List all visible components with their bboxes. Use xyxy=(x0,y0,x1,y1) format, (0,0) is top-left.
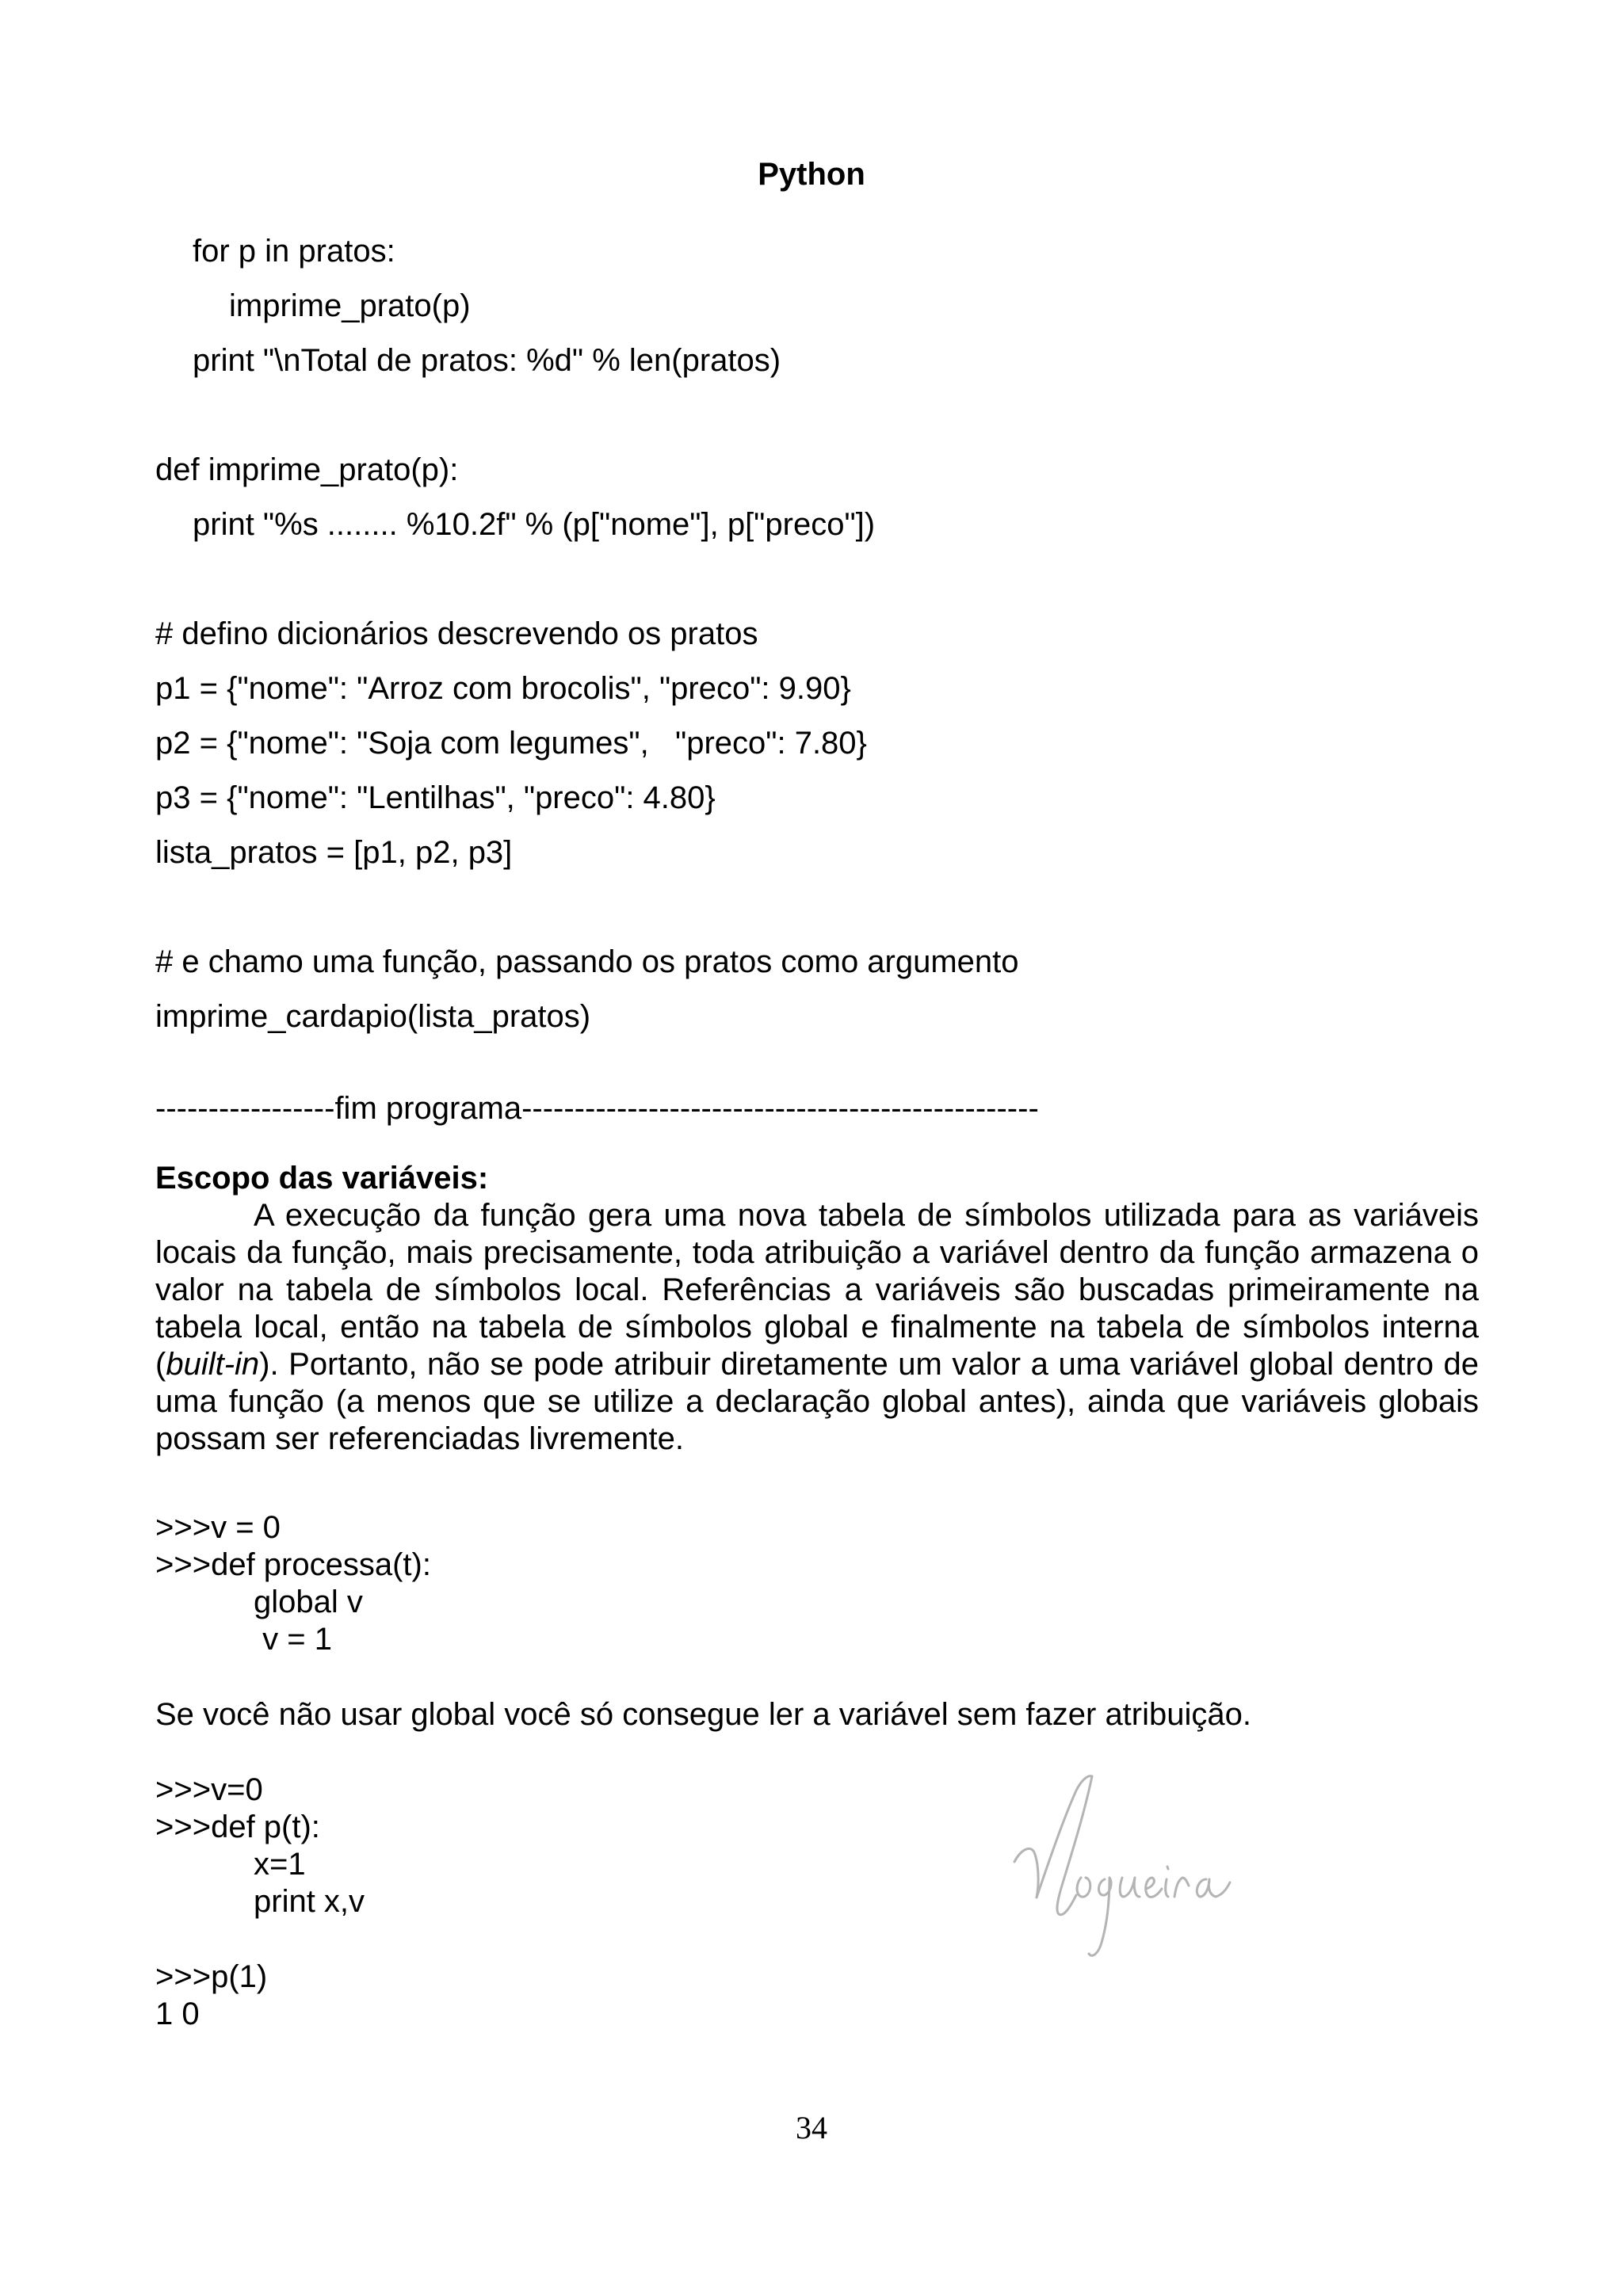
paragraph-text: ). Portanto, não se pode atribuir diretamente um valor a uma variável global dentro de uma função (a menos que se utilize a declaração global antes), ainda que variáveis globais possam ser referenciadas livremente. xyxy=(155,1347,1479,1456)
code-line: v = 1 xyxy=(254,1622,332,1657)
code-line: lista_pratos = [p1, p2, p3] xyxy=(155,835,513,870)
code-line: imprime_prato(p) xyxy=(229,288,471,323)
paragraph-italic-term: built-in xyxy=(166,1347,260,1382)
code-line: x=1 xyxy=(254,1847,306,1882)
end-of-program-separator: -----------------fim programa------------------------------------------------- xyxy=(155,1091,1039,1126)
paragraph-text: A execução da função gera uma nova tabela de símbolos utilizada para as variáveis locais da função, mais precisamente, toda atribuição a variável dentro da função armazena o valor na tabela de símbolos local. Referências a variáveis são buscadas primeiramente na tabela local, então na tabela de símbolos global e finalmente na tabela de símbolos interna ( xyxy=(155,1198,1479,1382)
code-line: for p in pratos: xyxy=(193,234,395,269)
code-line: p3 = {"nome": "Lentilhas", "preco": 4.80} xyxy=(155,780,716,815)
code-output: 1 0 xyxy=(155,1997,200,2031)
code-line: >>>def p(t): xyxy=(155,1810,320,1844)
code-line: >>>v = 0 xyxy=(155,1510,281,1545)
code-line: def imprime_prato(p): xyxy=(155,452,459,487)
nogueira-signature-watermark xyxy=(999,1759,1244,1965)
code-line: print "\nTotal de pratos: %d" % len(pratos) xyxy=(193,343,781,378)
section-paragraph xyxy=(155,1197,1479,1458)
page-title: Python xyxy=(758,157,865,192)
code-line: global v xyxy=(254,1585,363,1619)
code-comment: # defino dicionários descrevendo os pratos xyxy=(155,616,758,651)
code-line: >>>p(1) xyxy=(155,1959,268,1994)
code-line: print x,v xyxy=(254,1884,365,1919)
code-line: p1 = {"nome": "Arroz com brocolis", "preco": 9.90} xyxy=(155,671,851,706)
code-line: imprime_cardapio(lista_pratos) xyxy=(155,999,591,1034)
page-number: 34 xyxy=(796,2110,827,2145)
code-comment: # e chamo uma função, passando os pratos como argumento xyxy=(155,944,1019,979)
note-text: Se você não usar global você só consegue ler a variável sem fazer atribuição. xyxy=(155,1697,1251,1732)
code-line: print "%s ........ %10.2f" % (p["nome"], p["preco"]) xyxy=(193,507,876,542)
code-line: >>>v=0 xyxy=(155,1772,263,1807)
code-line: p2 = {"nome": "Soja com legumes", "preco": 7.80} xyxy=(155,726,867,761)
section-heading: Escopo das variáveis: xyxy=(155,1161,489,1196)
code-line: >>>def processa(t): xyxy=(155,1547,431,1582)
